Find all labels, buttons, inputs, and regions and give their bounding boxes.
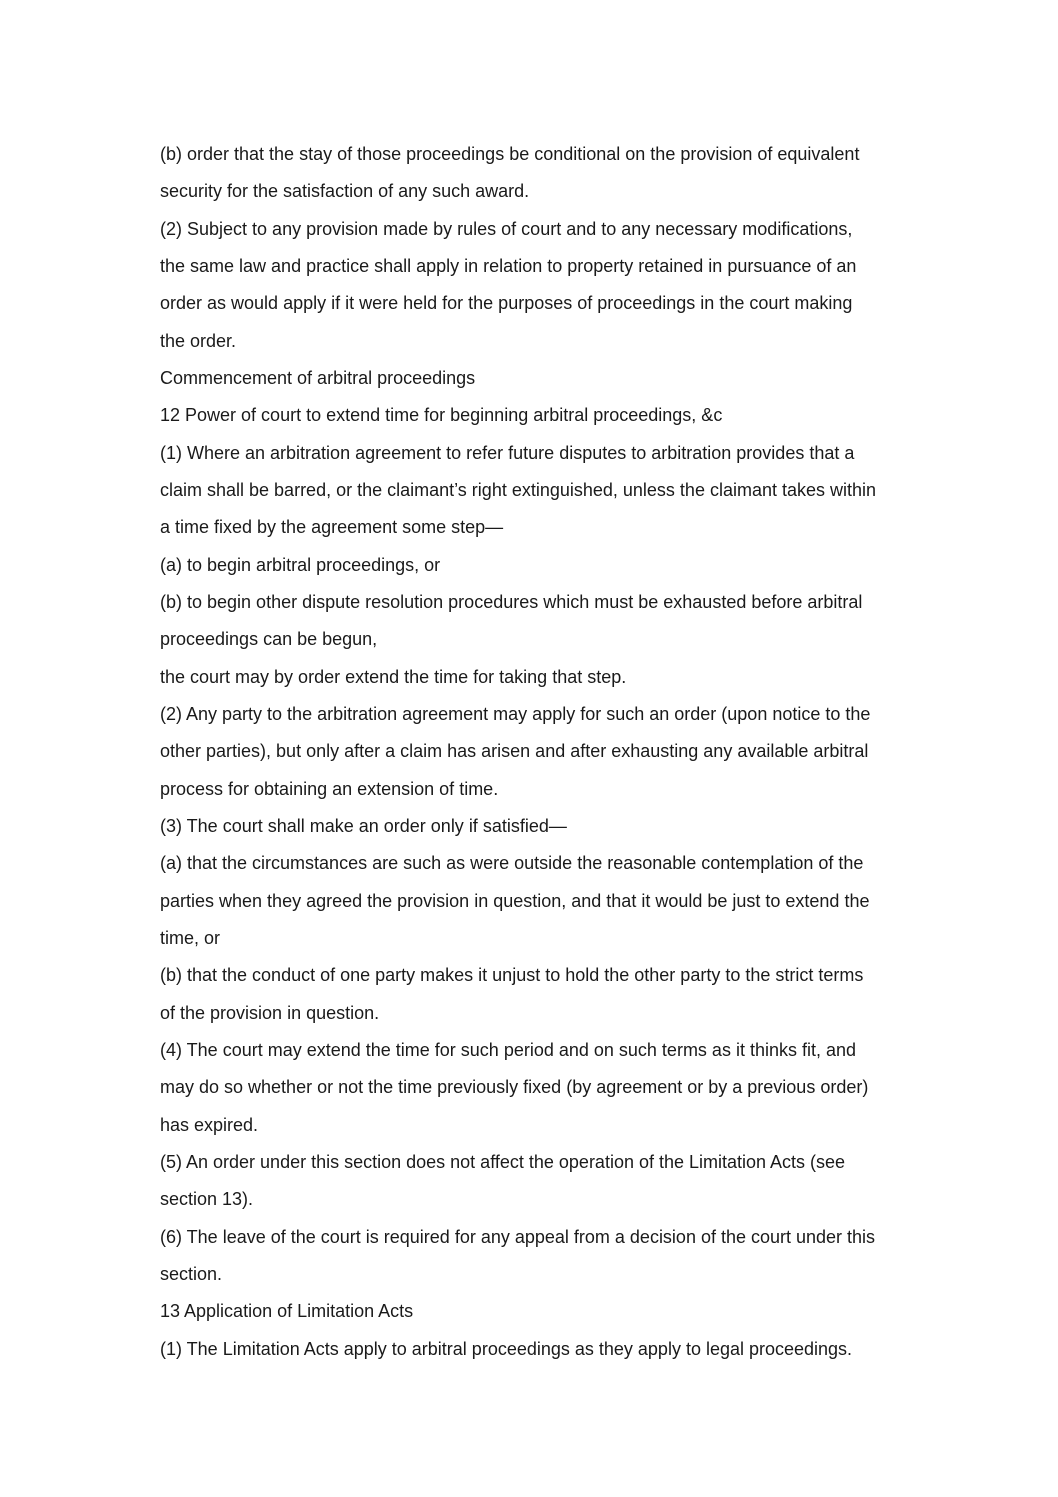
- text-line: other parties), but only after a claim has arisen and after exhausting any available arbitral: [160, 741, 869, 762]
- text-line: order as would apply if it were held for the purposes of proceedings in the court making: [160, 293, 853, 314]
- text-line: (b) order that the stay of those proceedings be conditional on the provision of equivalent: [160, 144, 860, 164]
- text-line: (1) Where an arbitration agreement to refer future disputes to arbitration provides that a: [160, 442, 855, 463]
- text-line: section 13).: [160, 1189, 254, 1210]
- text-line: process for obtaining an extension of time.: [160, 778, 499, 799]
- text-line: claim shall be barred, or the claimant’s right extinguished, unless the claimant takes within: [160, 479, 877, 500]
- text-line: section.: [160, 1263, 223, 1284]
- section-heading: Commencement of arbitral proceedings: [160, 367, 476, 388]
- text-line: (b) that the conduct of one party makes it unjust to hold the other party to the strict terms: [160, 965, 864, 986]
- text-line: (4) The court may extend the time for such period and on such terms as it thinks fit, and: [160, 1039, 857, 1060]
- text-line: (6) The leave of the court is required for any appeal from a decision of the court under this: [160, 1226, 876, 1247]
- text-line: time, or: [160, 927, 221, 948]
- text-line: the order.: [160, 330, 237, 351]
- text-line: the same law and practice shall apply in relation to property retained in pursuance of an: [160, 255, 857, 276]
- section-title: 12 Power of court to extend time for beginning arbitral proceedings, &c: [160, 405, 723, 426]
- text-line: (3) The court shall make an order only if satisfied—: [160, 815, 567, 836]
- text-line: a time fixed by the agreement some step—: [160, 517, 504, 538]
- text-line: (a) to begin arbitral proceedings, or: [160, 554, 441, 575]
- text-line: parties when they agreed the provision in question, and that it would be just to extend the: [160, 890, 870, 911]
- text-line: of the provision in question.: [160, 1002, 380, 1023]
- text-line: (2) Subject to any provision made by rules of court and to any necessary modifications,: [160, 218, 853, 239]
- text-line: (b) to begin other dispute resolution procedures which must be exhausted before arbitral: [160, 591, 863, 612]
- text-line: (1) The Limitation Acts apply to arbitral proceedings as they apply to legal proceedings.: [160, 1338, 853, 1359]
- section-title: 13 Application of Limitation Acts: [160, 1301, 414, 1322]
- text-line: has expired.: [160, 1114, 259, 1135]
- text-line: (a) that the circumstances are such as were outside the reasonable contemplation of the: [160, 853, 864, 874]
- text-line: (5) An order under this section does not affect the operation of the Limitation Acts (see: [160, 1151, 846, 1172]
- text-line: proceedings can be begun,: [160, 629, 378, 650]
- text-line: the court may by order extend the time for taking that step.: [160, 666, 627, 687]
- text-line: (2) Any party to the arbitration agreement may apply for such an order (upon notice to the: [160, 703, 871, 724]
- document-body: [160, 136, 920, 1368]
- text-line: may do so whether or not the time previously fixed (by agreement or by a previous order): [160, 1077, 869, 1098]
- text-line: security for the satisfaction of any such award.: [160, 181, 530, 202]
